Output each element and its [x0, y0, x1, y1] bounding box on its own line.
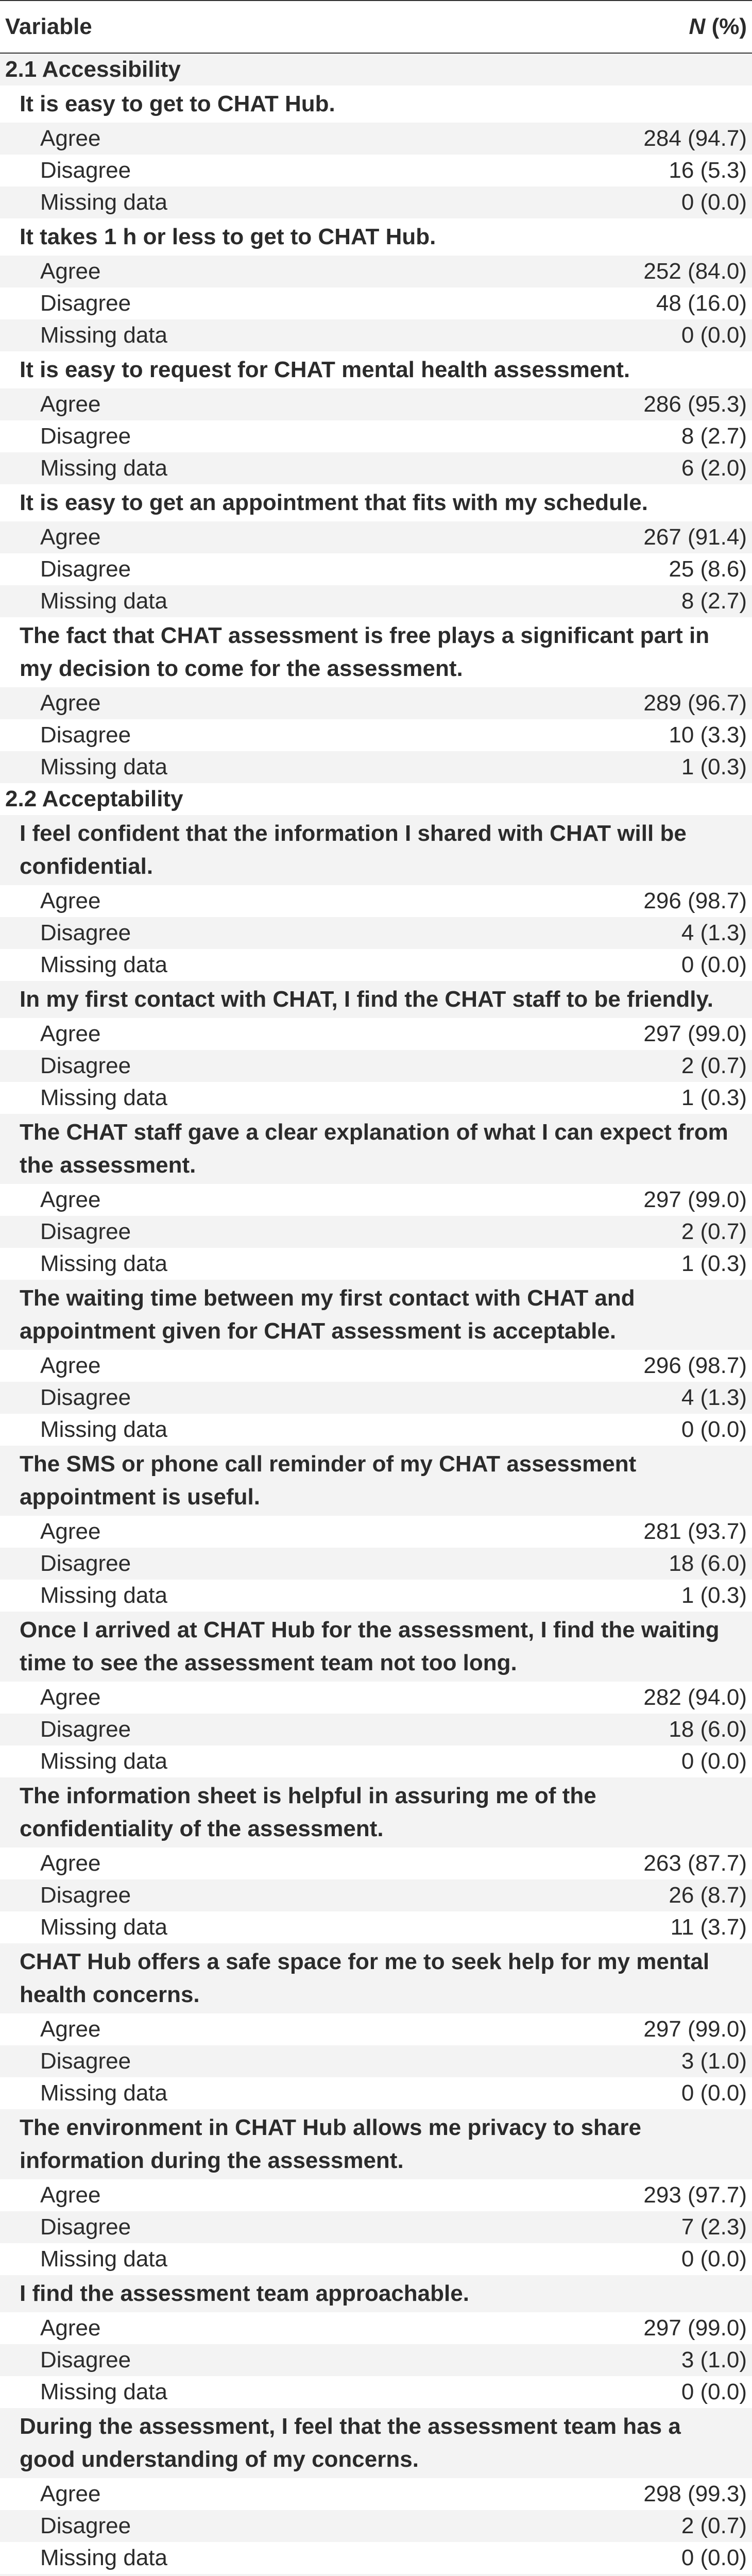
response-row — [0, 917, 752, 949]
question-text: CHAT Hub offers a safe space for me to seek help for my mental health concerns. — [0, 1943, 752, 2013]
response-label: Agree — [0, 2013, 597, 2045]
question-row — [0, 351, 752, 388]
response-label: Missing data — [0, 751, 597, 783]
question-text: The SMS or phone call reminder of my CHAT assessment appointment is useful. — [0, 1446, 752, 1516]
response-label: Disagree — [0, 2344, 597, 2376]
response-value: 1 (0.3) — [597, 1082, 752, 1114]
response-value: 297 (99.0) — [597, 1018, 752, 1050]
response-label: Missing data — [0, 2542, 597, 2574]
question-text: The waiting time between my first contact with CHAT and appointment given for CHAT assessment is acceptable. — [0, 1280, 752, 1350]
response-label: Disagree — [0, 2211, 597, 2243]
response-label: Missing data — [0, 1248, 597, 1280]
response-row — [0, 1714, 752, 1745]
response-label: Missing data — [0, 2077, 597, 2109]
response-row — [0, 452, 752, 484]
response-label: Missing data — [0, 1745, 597, 1777]
response-label: Agree — [0, 2478, 597, 2510]
question-row — [0, 2574, 752, 2576]
response-row — [0, 2211, 752, 2243]
response-row — [0, 1350, 752, 1382]
response-value: 252 (84.0) — [597, 256, 752, 287]
response-label: Missing data — [0, 187, 597, 218]
question-text: I find the assessment team approachable. — [0, 2275, 752, 2312]
question-text: The information sheet is helpful in assuring me of the confidentiality of the assessment. — [0, 1777, 752, 1848]
response-label: Missing data — [0, 1911, 597, 1943]
response-label: Missing data — [0, 1414, 597, 1446]
response-row — [0, 1879, 752, 1911]
response-value: 297 (99.0) — [597, 2312, 752, 2344]
response-value: 282 (94.0) — [597, 1682, 752, 1714]
table-body — [0, 53, 752, 2576]
question-row — [0, 2109, 752, 2179]
response-label: Missing data — [0, 319, 597, 351]
response-row — [0, 2542, 752, 2574]
question-text: During the assessment, I feel that the assessment team has a good understanding of my concerns. — [0, 2408, 752, 2478]
question-row — [0, 218, 752, 256]
response-value: 0 (0.0) — [597, 949, 752, 981]
response-label: Agree — [0, 1516, 597, 1548]
response-row — [0, 1580, 752, 1612]
question-text: It takes 1 h or less to get to CHAT Hub. — [0, 218, 752, 256]
response-label: Missing data — [0, 2243, 597, 2275]
response-label: Missing data — [0, 2376, 597, 2408]
question-text: It is easy to get an appointment that fits with my schedule. — [0, 484, 752, 521]
question-text: It is easy to get to CHAT Hub. — [0, 86, 752, 123]
question-row — [0, 1114, 752, 1184]
response-row — [0, 1382, 752, 1414]
response-label: Disagree — [0, 2510, 597, 2542]
response-label: Agree — [0, 1018, 597, 1050]
question-text: The environment in CHAT Hub allows me privacy to share information during the assessment. — [0, 2109, 752, 2179]
response-label: Missing data — [0, 452, 597, 484]
response-row — [0, 1248, 752, 1280]
response-value: 0 (0.0) — [597, 2077, 752, 2109]
response-value: 263 (87.7) — [597, 1848, 752, 1879]
response-row — [0, 1745, 752, 1777]
response-row — [0, 687, 752, 719]
question-row — [0, 484, 752, 521]
question-text: It is easy to request for CHAT mental health assessment. — [0, 351, 752, 388]
response-value: 1 (0.3) — [597, 1580, 752, 1612]
response-value: 4 (1.3) — [597, 1382, 752, 1414]
response-label: Disagree — [0, 1714, 597, 1745]
response-row — [0, 2376, 752, 2408]
response-value: 16 (5.3) — [597, 155, 752, 187]
response-label: Disagree — [0, 1548, 597, 1580]
response-row — [0, 1050, 752, 1082]
response-value: 281 (93.7) — [597, 1516, 752, 1548]
table-header — [0, 1, 752, 53]
response-row — [0, 2312, 752, 2344]
response-value: 297 (99.0) — [597, 1184, 752, 1216]
header-n: N — [689, 14, 706, 39]
response-row — [0, 1018, 752, 1050]
response-value: 298 (99.3) — [597, 2478, 752, 2510]
question-row — [0, 815, 752, 885]
response-row — [0, 155, 752, 187]
response-value: 2 (0.7) — [597, 2510, 752, 2542]
response-label: Agree — [0, 1184, 597, 1216]
response-row — [0, 2510, 752, 2542]
response-row — [0, 1682, 752, 1714]
question-text: I feel confident that the information I shared with CHAT will be confidential. — [0, 815, 752, 885]
response-value: 267 (91.4) — [597, 521, 752, 553]
response-value: 26 (8.7) — [597, 1879, 752, 1911]
response-value: 8 (2.7) — [597, 585, 752, 617]
response-value: 10 (3.3) — [597, 719, 752, 751]
response-value: 296 (98.7) — [597, 885, 752, 917]
response-label: Agree — [0, 2179, 597, 2211]
response-row — [0, 885, 752, 917]
question-text — [0, 2574, 752, 2576]
question-row — [0, 1612, 752, 1682]
response-row — [0, 1216, 752, 1248]
response-label: Agree — [0, 1848, 597, 1879]
response-row — [0, 1414, 752, 1446]
response-row — [0, 2243, 752, 2275]
response-label: Missing data — [0, 949, 597, 981]
question-row — [0, 617, 752, 687]
response-row — [0, 287, 752, 319]
response-value: 0 (0.0) — [597, 2376, 752, 2408]
response-value: 18 (6.0) — [597, 1714, 752, 1745]
response-value: 3 (1.0) — [597, 2045, 752, 2077]
response-value: 2 (0.7) — [597, 1216, 752, 1248]
question-row — [0, 2408, 752, 2478]
response-label: Disagree — [0, 1382, 597, 1414]
response-row — [0, 123, 752, 155]
response-value: 297 (99.0) — [597, 2013, 752, 2045]
response-label: Agree — [0, 256, 597, 287]
response-row — [0, 521, 752, 553]
response-row — [0, 2045, 752, 2077]
response-row — [0, 1911, 752, 1943]
response-label: Agree — [0, 388, 597, 420]
question-row — [0, 1280, 752, 1350]
response-row — [0, 585, 752, 617]
response-row — [0, 2179, 752, 2211]
response-label: Agree — [0, 1350, 597, 1382]
response-value: 25 (8.6) — [597, 553, 752, 585]
response-row — [0, 751, 752, 783]
response-row — [0, 420, 752, 452]
response-label: Disagree — [0, 1216, 597, 1248]
response-label: Agree — [0, 521, 597, 553]
section-title: 2.2 Acceptability — [0, 783, 752, 815]
response-label: Disagree — [0, 155, 597, 187]
response-value: 8 (2.7) — [597, 420, 752, 452]
response-label: Disagree — [0, 420, 597, 452]
response-row — [0, 256, 752, 287]
response-value: 48 (16.0) — [597, 287, 752, 319]
response-label: Disagree — [0, 287, 597, 319]
response-value: 6 (2.0) — [597, 452, 752, 484]
response-row — [0, 2344, 752, 2376]
response-row — [0, 719, 752, 751]
header-percent: (%) — [711, 14, 747, 39]
response-row — [0, 553, 752, 585]
response-row — [0, 187, 752, 218]
response-value: 11 (3.7) — [597, 1911, 752, 1943]
response-value: 284 (94.7) — [597, 123, 752, 155]
response-row — [0, 1548, 752, 1580]
question-row — [0, 86, 752, 123]
response-value: 4 (1.3) — [597, 917, 752, 949]
response-label: Disagree — [0, 1879, 597, 1911]
question-row — [0, 981, 752, 1018]
question-text: The CHAT staff gave a clear explanation of what I can expect from the assessment. — [0, 1114, 752, 1184]
response-row — [0, 949, 752, 981]
response-value: 7 (2.3) — [597, 2211, 752, 2243]
response-label: Agree — [0, 123, 597, 155]
response-value: 1 (0.3) — [597, 751, 752, 783]
question-row — [0, 1446, 752, 1516]
section-row — [0, 53, 752, 86]
response-label: Disagree — [0, 553, 597, 585]
response-row — [0, 1082, 752, 1114]
response-value: 296 (98.7) — [597, 1350, 752, 1382]
response-label: Agree — [0, 687, 597, 719]
question-row — [0, 1943, 752, 2013]
response-row — [0, 388, 752, 420]
response-label: Disagree — [0, 1050, 597, 1082]
response-value: 0 (0.0) — [597, 2542, 752, 2574]
response-label: Missing data — [0, 1580, 597, 1612]
response-row — [0, 1516, 752, 1548]
response-value: 3 (1.0) — [597, 2344, 752, 2376]
response-value: 289 (96.7) — [597, 687, 752, 719]
response-label: Missing data — [0, 1082, 597, 1114]
response-row — [0, 319, 752, 351]
header-n-percent — [597, 1, 752, 53]
response-label: Agree — [0, 2312, 597, 2344]
response-value: 0 (0.0) — [597, 187, 752, 218]
response-row — [0, 1184, 752, 1216]
question-text: In my first contact with CHAT, I find the CHAT staff to be friendly. — [0, 981, 752, 1018]
response-value: 286 (95.3) — [597, 388, 752, 420]
response-label: Disagree — [0, 2045, 597, 2077]
response-label: Disagree — [0, 719, 597, 751]
response-value: 2 (0.7) — [597, 1050, 752, 1082]
section-title: 2.1 Accessibility — [0, 53, 752, 86]
response-label: Disagree — [0, 917, 597, 949]
response-value: 0 (0.0) — [597, 319, 752, 351]
response-value: 0 (0.0) — [597, 2243, 752, 2275]
header-variable: Variable — [0, 1, 597, 53]
question-row — [0, 2275, 752, 2312]
response-label: Missing data — [0, 585, 597, 617]
question-row — [0, 1777, 752, 1848]
response-row — [0, 2013, 752, 2045]
response-value: 18 (6.0) — [597, 1548, 752, 1580]
response-value: 1 (0.3) — [597, 1248, 752, 1280]
response-value: 293 (97.7) — [597, 2179, 752, 2211]
response-value: 0 (0.0) — [597, 1414, 752, 1446]
response-label: Agree — [0, 1682, 597, 1714]
question-text: The fact that CHAT assessment is free plays a significant part in my decision to come for the assessment. — [0, 617, 752, 687]
response-row — [0, 1848, 752, 1879]
response-row — [0, 2077, 752, 2109]
response-value: 0 (0.0) — [597, 1745, 752, 1777]
response-label: Agree — [0, 885, 597, 917]
response-row — [0, 2478, 752, 2510]
section-row — [0, 783, 752, 815]
question-text: Once I arrived at CHAT Hub for the assessment, I find the waiting time to see the assessment team not too long. — [0, 1612, 752, 1682]
